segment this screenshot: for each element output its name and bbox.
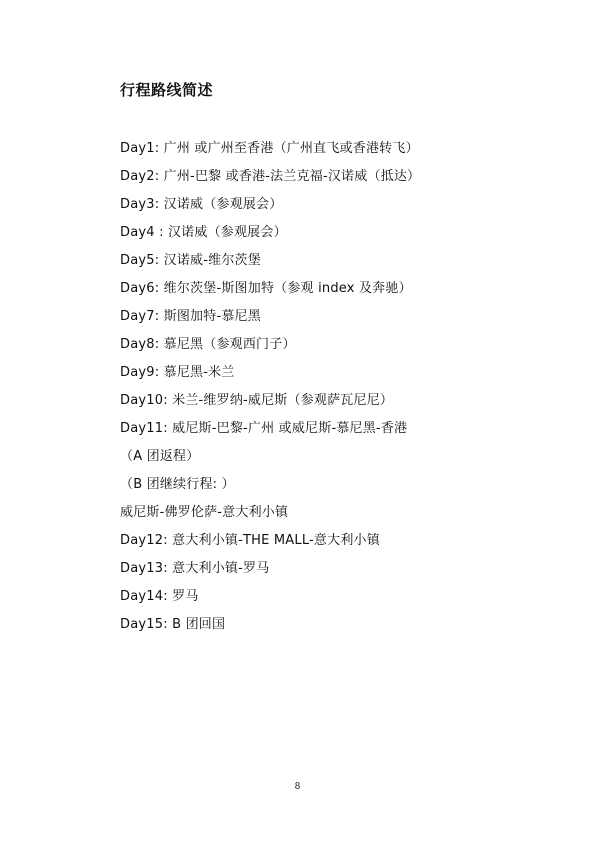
itinerary-line-day4: Day4 : 汉诺威（参观展会）: [120, 225, 287, 240]
itinerary-line-day12: Day12: 意大利小镇-THE MALL-意大利小镇: [120, 533, 380, 548]
page-number: 8: [294, 782, 301, 792]
itinerary-line-day3: Day3: 汉诺威（参观展会）: [120, 197, 283, 212]
itinerary-title: 行程路线简述: [120, 81, 214, 99]
itinerary-line-day2: Day2: 广州-巴黎 或香港-法兰克福-汉诺威（抵达）: [120, 169, 421, 184]
itinerary-line-a-group: （A 团返程）: [120, 449, 200, 464]
itinerary-line-day10: Day10: 米兰-维罗纳-威尼斯（参观萨瓦尼尼）: [120, 393, 394, 408]
itinerary-line-day7: Day7: 斯图加特-慕尼黑: [120, 309, 261, 324]
itinerary-line-day9: Day9: 慕尼黑-米兰: [120, 365, 235, 380]
itinerary-line-day8: Day8: 慕尼黑（参观西门子）: [120, 337, 296, 352]
itinerary-line-day11: Day11: 威尼斯-巴黎-广州 或威尼斯-慕尼黑-香港: [120, 421, 408, 436]
itinerary-line-day14: Day14: 罗马: [120, 589, 199, 604]
itinerary-line-day13: Day13: 意大利小镇-罗马: [120, 561, 270, 576]
itinerary-line-day1: Day1: 广州 或广州至香港（广州直飞或香港转飞）: [120, 141, 419, 156]
itinerary-line-day15: Day15: B 团回国: [120, 617, 226, 632]
itinerary-line-day5: Day5: 汉诺威-维尔茨堡: [120, 253, 261, 268]
itinerary-line-b-group: （B 团继续行程: ）: [120, 477, 235, 492]
itinerary-line-day6: Day6: 维尔茨堡-斯图加特（参观 index 及奔驰）: [120, 281, 412, 296]
itinerary-line-b-route: 威尼斯-佛罗伦萨-意大利小镇: [120, 505, 289, 520]
